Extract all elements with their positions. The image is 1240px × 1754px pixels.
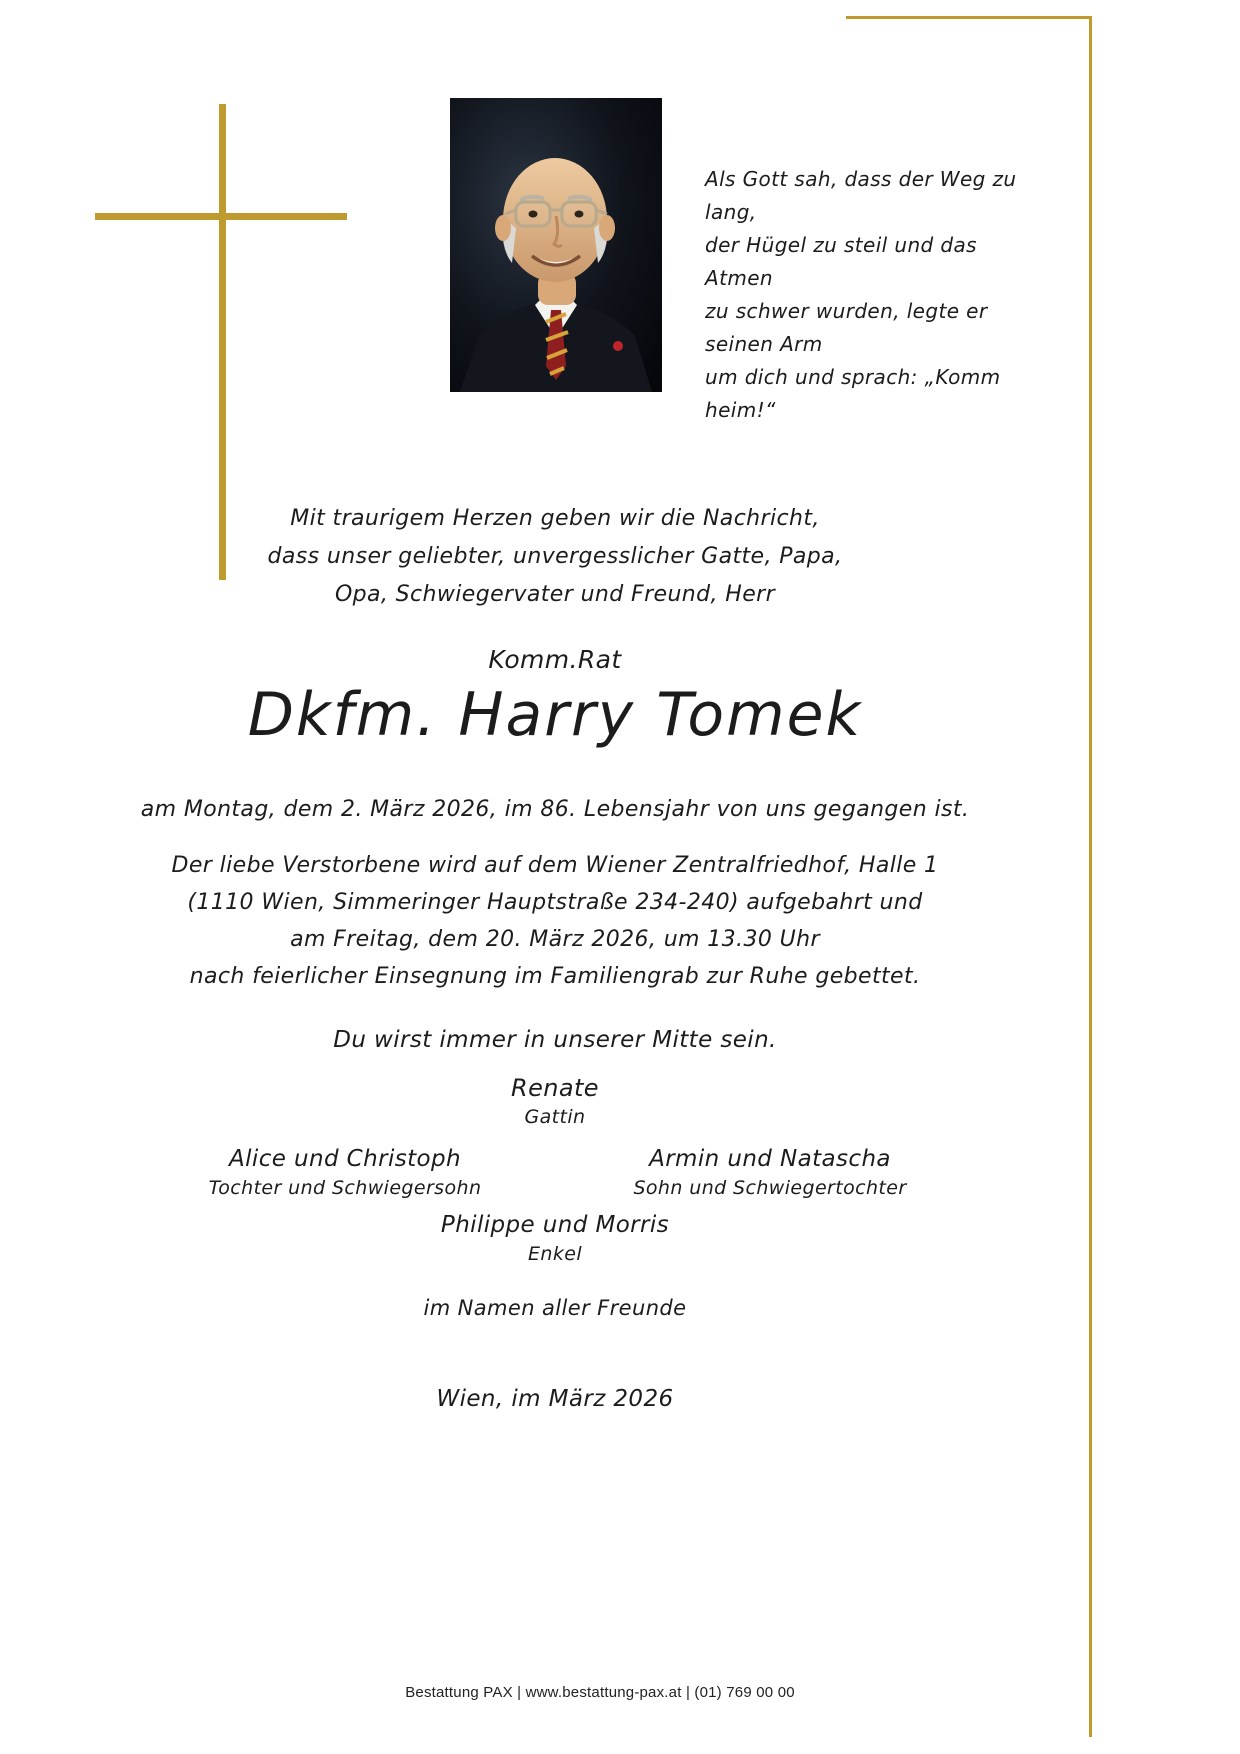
mourner-name: Philippe und Morris xyxy=(440,1212,670,1238)
mourner-name: Alice und Christoph xyxy=(228,1146,462,1172)
cross-horizontal-bar xyxy=(95,213,347,220)
deceased-honorific: Komm.Rat xyxy=(488,645,622,674)
mourner-role: Enkel xyxy=(527,1243,583,1265)
quote-line: um dich und sprach: „Komm heim!“ xyxy=(705,365,1001,422)
quote-line: der Hügel zu steil und das Atmen xyxy=(705,233,977,290)
funeral-line: nach feierlicher Einsegnung im Familiengrab zur Ruhe gebettet. xyxy=(189,964,921,989)
quote-line: zu schwer wurden, legte er seinen Arm xyxy=(705,299,988,356)
place-date: Wien, im März 2026 xyxy=(436,1386,674,1412)
mourner-role: Gattin xyxy=(524,1106,586,1128)
gold-border-top xyxy=(846,16,1092,19)
mourner-widow xyxy=(0,1072,1110,1130)
mourner-grandchildren xyxy=(0,1210,1110,1267)
funeral-details xyxy=(0,847,1110,995)
deceased-name: Dkfm. Harry Tomek xyxy=(247,680,863,750)
funeral-home-footer: Bestattung PAX | www.bestattung-pax.at | (01) 769 00 00 xyxy=(405,1684,795,1701)
mourner-role: Tochter und Schwiegersohn xyxy=(208,1177,482,1199)
announcement-intro xyxy=(0,500,1110,614)
intro-line: Opa, Schwiegervater und Freund, Herr xyxy=(334,582,776,607)
funeral-line: Der liebe Verstorbene wird auf dem Wiener Zentralfriedhof, Halle 1 xyxy=(171,853,939,878)
farewell-line: Du wirst immer in unserer Mitte sein. xyxy=(333,1027,777,1053)
portrait-photo xyxy=(450,98,662,392)
mourner-daughter xyxy=(180,1144,510,1201)
mourner-role: Sohn und Schwiegertochter xyxy=(633,1177,907,1199)
intro-line: dass unser geliebter, unvergesslicher Gatte, Papa, xyxy=(267,544,843,569)
intro-line: Mit traurigem Herzen geben wir die Nachricht, xyxy=(290,506,820,531)
quote-line: Als Gott sah, dass der Weg zu lang, xyxy=(705,167,1017,224)
funeral-line: (1110 Wien, Simmeringer Hauptstraße 234-240) aufgebahrt und xyxy=(187,890,923,915)
mourner-friends: im Namen aller Freunde xyxy=(423,1296,687,1320)
memorial-quote xyxy=(705,163,1045,427)
death-notice: am Montag, dem 2. März 2026, im 86. Lebensjahr von uns gegangen ist. xyxy=(140,797,970,822)
funeral-line: am Freitag, dem 20. März 2026, um 13.30 Uhr xyxy=(290,927,820,952)
mourner-name: Armin und Natascha xyxy=(649,1146,891,1172)
mourner-son xyxy=(600,1144,940,1201)
mourner-name: Renate xyxy=(511,1074,599,1102)
